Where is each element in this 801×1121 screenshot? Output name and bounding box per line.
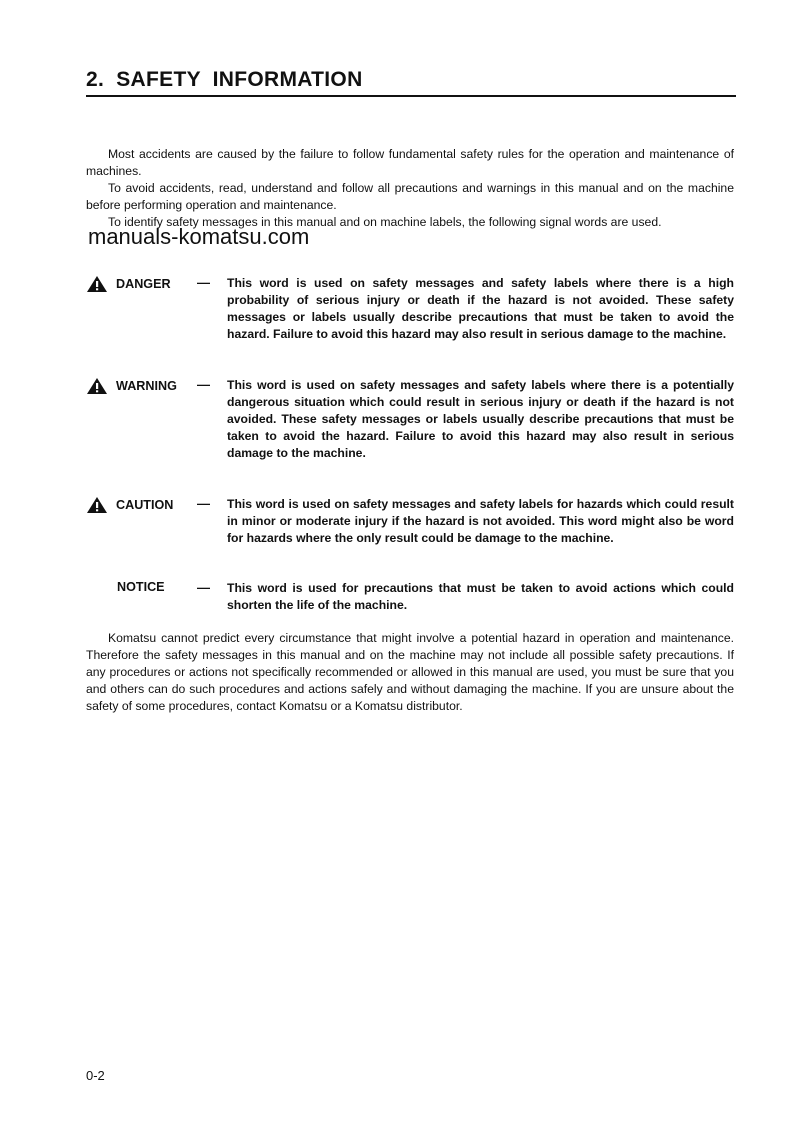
warning-triangle-icon [86,275,108,293]
danger-description: This word is used on safety messages and safety labels where there is a high probability of serious injury or death if the hazard is not avoided. These safety messages or labels usually describe precautions that must be taken to avoid the hazard. Failure to avoid this hazard may also result in serious damage to the machine. [227,276,734,341]
page-number: 0-2 [86,1068,105,1083]
title-underline [86,95,736,97]
danger-label: DANGER [86,275,171,293]
intro-paragraph-2: To avoid accidents, read, understand and follow all precautions and warnings in this manual and on the machine before performing operation and maintenance. [86,181,734,212]
page-title: 2. SAFETY INFORMATION [86,68,363,91]
danger-dash: — [197,275,210,290]
warning-triangle-icon [86,377,108,395]
intro-section [86,146,734,231]
warning-description: This word is used on safety messages and safety labels where there is a potentially dangerous situation which could result in serious injury or death if the hazard is not avoided. These safety messages or labels usually describe precautions that must be taken to avoid the hazard. Failure to avoid this hazard may also result in serious damage to the machine. [227,378,734,460]
warning-dash: — [197,377,210,392]
notice-label: NOTICE [117,580,165,594]
closing-section [86,630,734,715]
intro-paragraph-1: Most accidents are caused by the failure to follow fundamental safety rules for the operation and maintenance of machines. [86,147,734,178]
warning-triangle-icon [86,496,108,514]
warning-label: WARNING [86,377,177,395]
caution-dash: — [197,496,210,511]
intro-paragraph-3: To identify safety messages in this manual and on machine labels, the following signal words are used. [108,215,662,229]
notice-dash: — [197,580,210,595]
caution-description: This word is used on safety messages and safety labels for hazards which could result in minor or moderate injury if the hazard is not avoided. This word might also be word for hazards where the only result could be damage to the machine. [227,497,734,545]
closing-paragraph: Komatsu cannot predict every circumstance that might involve a potential hazard in operation and maintenance. Therefore the safety messages in this manual and on the machine may not include all possible safety precautions. If any procedures or actions not specifically recommended or allowed in this manual are used, you must be sure that you and others can do such procedures and actions safely and without damaging the machine. If you are unsure about the safety of some procedures, contact Komatsu or a Komatsu distributor. [86,631,734,713]
watermark: manuals-komatsu.com [88,224,310,249]
caution-label: CAUTION [86,496,173,514]
notice-description: This word is used for precautions that must be taken to avoid actions which could shorten the life of the machine. [227,581,734,612]
